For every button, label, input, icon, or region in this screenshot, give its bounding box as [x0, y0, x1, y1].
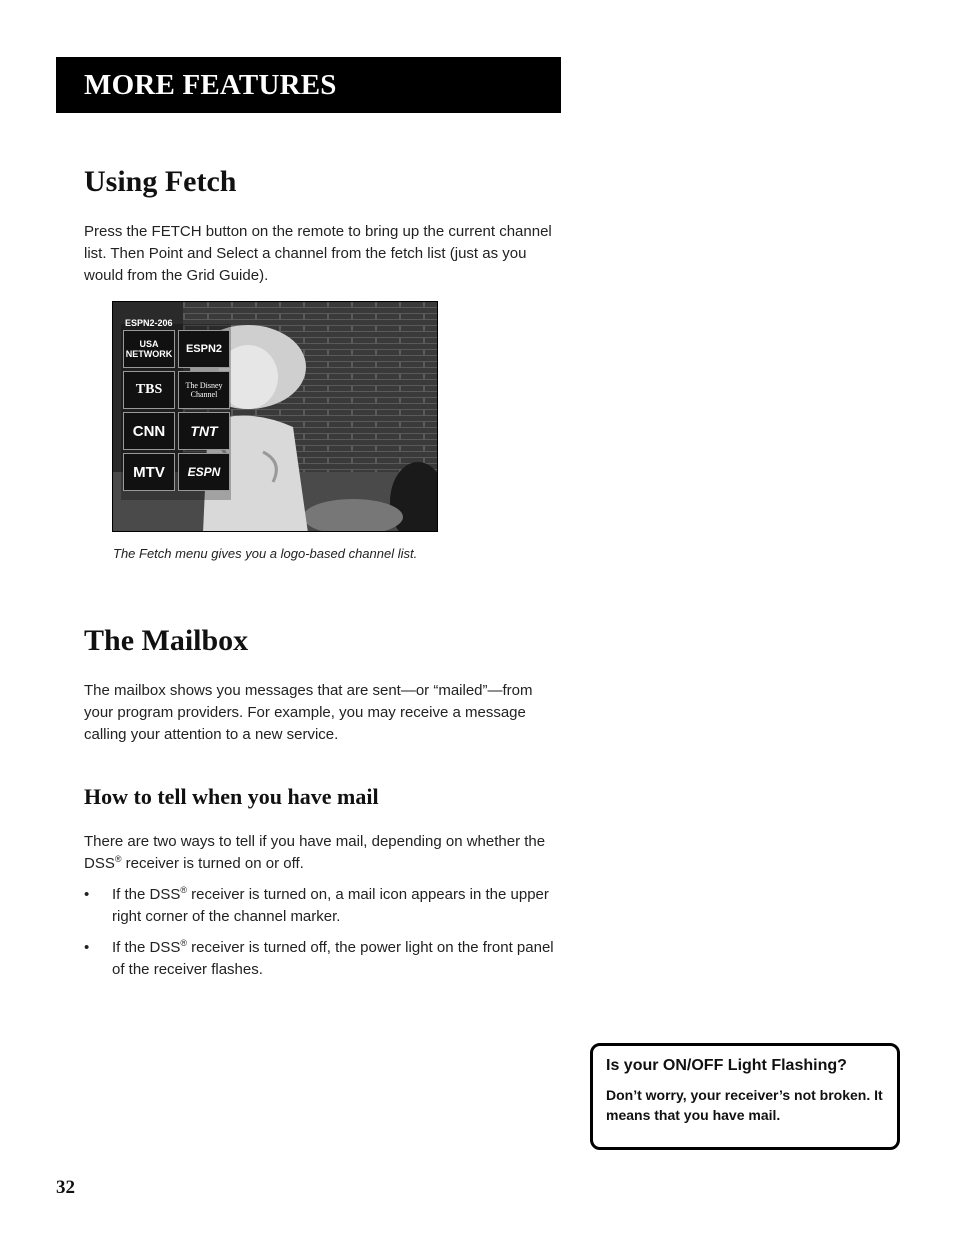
channel-logo-espn2[interactable]: ESPN2: [178, 330, 230, 368]
channel-logo-espn[interactable]: ESPN: [178, 453, 230, 491]
section-banner: MORE FEATURES: [56, 57, 561, 113]
bullet-icon: •: [84, 939, 90, 956]
channel-logo-tbs[interactable]: TBS: [123, 371, 175, 409]
registered-mark: ®: [180, 938, 188, 948]
channel-logo-usa[interactable]: USA NETWORK: [123, 330, 175, 368]
registered-mark: ®: [114, 854, 122, 864]
mailbox-paragraph: The mailbox shows you messages that are sent—or “mailed”—from your program providers. For example, you may receive a message calling your attention to a new service.: [84, 682, 533, 743]
channel-logo-disney[interactable]: The Disney Channel: [178, 371, 230, 409]
heading-how-to-tell-mail: How to tell when you have mail: [84, 784, 379, 809]
page-number: 32: [56, 1177, 75, 1198]
figure-caption: The Fetch menu gives you a logo-based channel list.: [113, 546, 418, 561]
channel-logo-tnt[interactable]: TNT: [178, 412, 230, 450]
registered-mark: ®: [180, 885, 188, 895]
heading-the-mailbox: The Mailbox: [84, 624, 249, 657]
channel-logo-cnn[interactable]: CNN: [123, 412, 175, 450]
channel-logo-grid: [123, 330, 231, 491]
fetch-paragraph: Press the FETCH button on the remote to bring up the current channel list. Then Point and Select a channel from the fetch list (just as you would from the Grid Guide).: [84, 223, 552, 284]
callout-body: Don’t worry, your receiver’s not broken. It means that you have mail.: [606, 1087, 883, 1123]
channel-logo-mtv[interactable]: MTV: [123, 453, 175, 491]
list-item: • If the DSS® receiver is turned on, a mail icon appears in the upper right corner of the channel marker.: [84, 885, 549, 925]
fetch-overlay-label: ESPN2-206: [125, 318, 173, 328]
fetch-menu-photo: [112, 301, 438, 532]
list-item: • If the DSS® receiver is turned off, the power light on the front panel of the receiver flashes.: [84, 938, 554, 978]
bullet-icon: •: [84, 886, 90, 903]
heading-using-fetch: Using Fetch: [84, 165, 237, 198]
mail-intro-paragraph: There are two ways to tell if you have mail, depending on whether the DSS® receiver is turned on or off.: [84, 833, 546, 872]
sidebar-callout-box: [590, 1043, 900, 1150]
callout-title: Is your ON/OFF Light Flashing?: [606, 1057, 847, 1074]
